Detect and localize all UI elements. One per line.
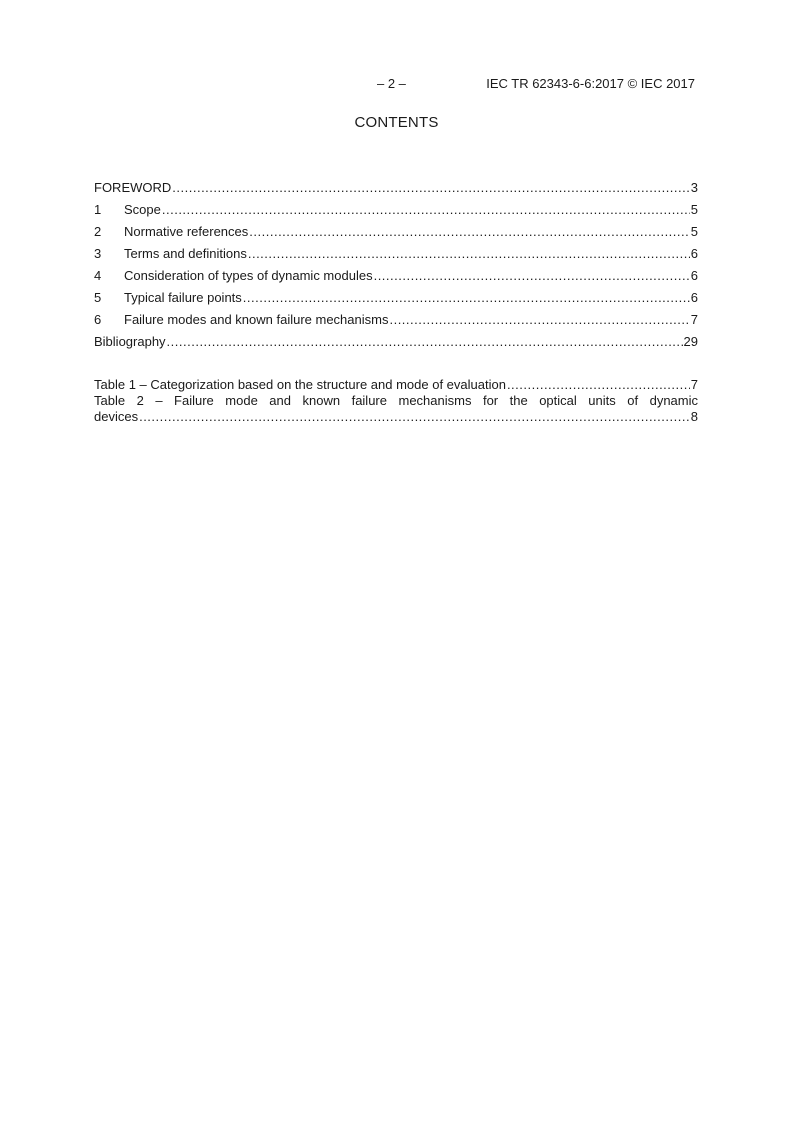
table-entry-text-line1: Table 2 – Failure mode and known failure mechanisms for the optical units of dynamic — [94, 393, 698, 408]
toc-entry-page: 29 — [683, 334, 698, 349]
toc-entry-text: Failure modes and known failure mechanisms — [124, 312, 389, 327]
toc-entry-text: Terms and definitions — [124, 246, 247, 261]
table-entry-2-continuation — [94, 409, 698, 425]
toc-entry-page: 6 — [690, 268, 698, 283]
toc-entry-terms-and-definitions[interactable] — [94, 246, 698, 268]
toc-entry-normative-references[interactable] — [94, 224, 698, 246]
dot-leader — [139, 409, 690, 424]
toc-entry-number: 5 — [94, 290, 102, 305]
toc-entry-page: 5 — [690, 202, 698, 217]
page-number: – 2 – — [377, 76, 406, 91]
toc-entry-foreword[interactable] — [94, 180, 698, 202]
dot-leader — [507, 377, 690, 392]
dot-leader — [374, 268, 690, 283]
toc-entry-text: FOREWORD — [94, 180, 172, 195]
toc-entry-number: 6 — [94, 312, 102, 327]
dot-leader — [249, 224, 689, 239]
dot-leader — [243, 290, 690, 305]
toc-entry-text: Bibliography — [94, 334, 166, 349]
toc-entry-number: 4 — [94, 268, 102, 283]
list-of-tables — [94, 377, 698, 425]
table-entry-page: 7 — [690, 377, 698, 392]
dot-leader — [389, 312, 689, 327]
dot-leader — [162, 202, 690, 217]
toc-entry-page: 7 — [690, 312, 698, 327]
toc-entry-number: 3 — [94, 246, 102, 261]
toc-entry-page: 6 — [690, 246, 698, 261]
toc-entry-text: Scope — [124, 202, 161, 217]
dot-leader — [172, 180, 689, 195]
table-entry-text-line2: devices — [94, 409, 139, 424]
table-of-contents — [94, 180, 698, 356]
toc-entry-text: Typical failure points — [124, 290, 242, 305]
toc-entry-text: Normative references — [124, 224, 249, 239]
dot-leader — [248, 246, 690, 261]
toc-entry-page: 6 — [690, 290, 698, 305]
toc-entry-text: Consideration of types of dynamic modules — [124, 268, 373, 283]
toc-entry-number: 2 — [94, 224, 102, 239]
page-header — [0, 76, 793, 92]
table-entry-1[interactable] — [94, 377, 698, 393]
dot-leader — [167, 334, 683, 349]
toc-entry-page: 5 — [690, 224, 698, 239]
toc-entry-bibliography[interactable] — [94, 334, 698, 356]
contents-title: CONTENTS — [354, 114, 439, 131]
toc-entry-failure-modes[interactable] — [94, 312, 698, 334]
document-reference: IEC TR 62343-6-6:2017 © IEC 2017 — [486, 76, 695, 91]
table-entry-2[interactable] — [94, 393, 698, 425]
toc-entry-typical-failure-points[interactable] — [94, 290, 698, 312]
table-entry-text: Table 1 – Categorization based on the structure and mode of evaluation — [94, 377, 506, 392]
toc-entry-number: 1 — [94, 202, 102, 217]
toc-entry-page: 3 — [690, 180, 698, 195]
toc-entry-scope[interactable] — [94, 202, 698, 224]
table-entry-page: 8 — [690, 409, 698, 424]
toc-entry-dynamic-modules[interactable] — [94, 268, 698, 290]
